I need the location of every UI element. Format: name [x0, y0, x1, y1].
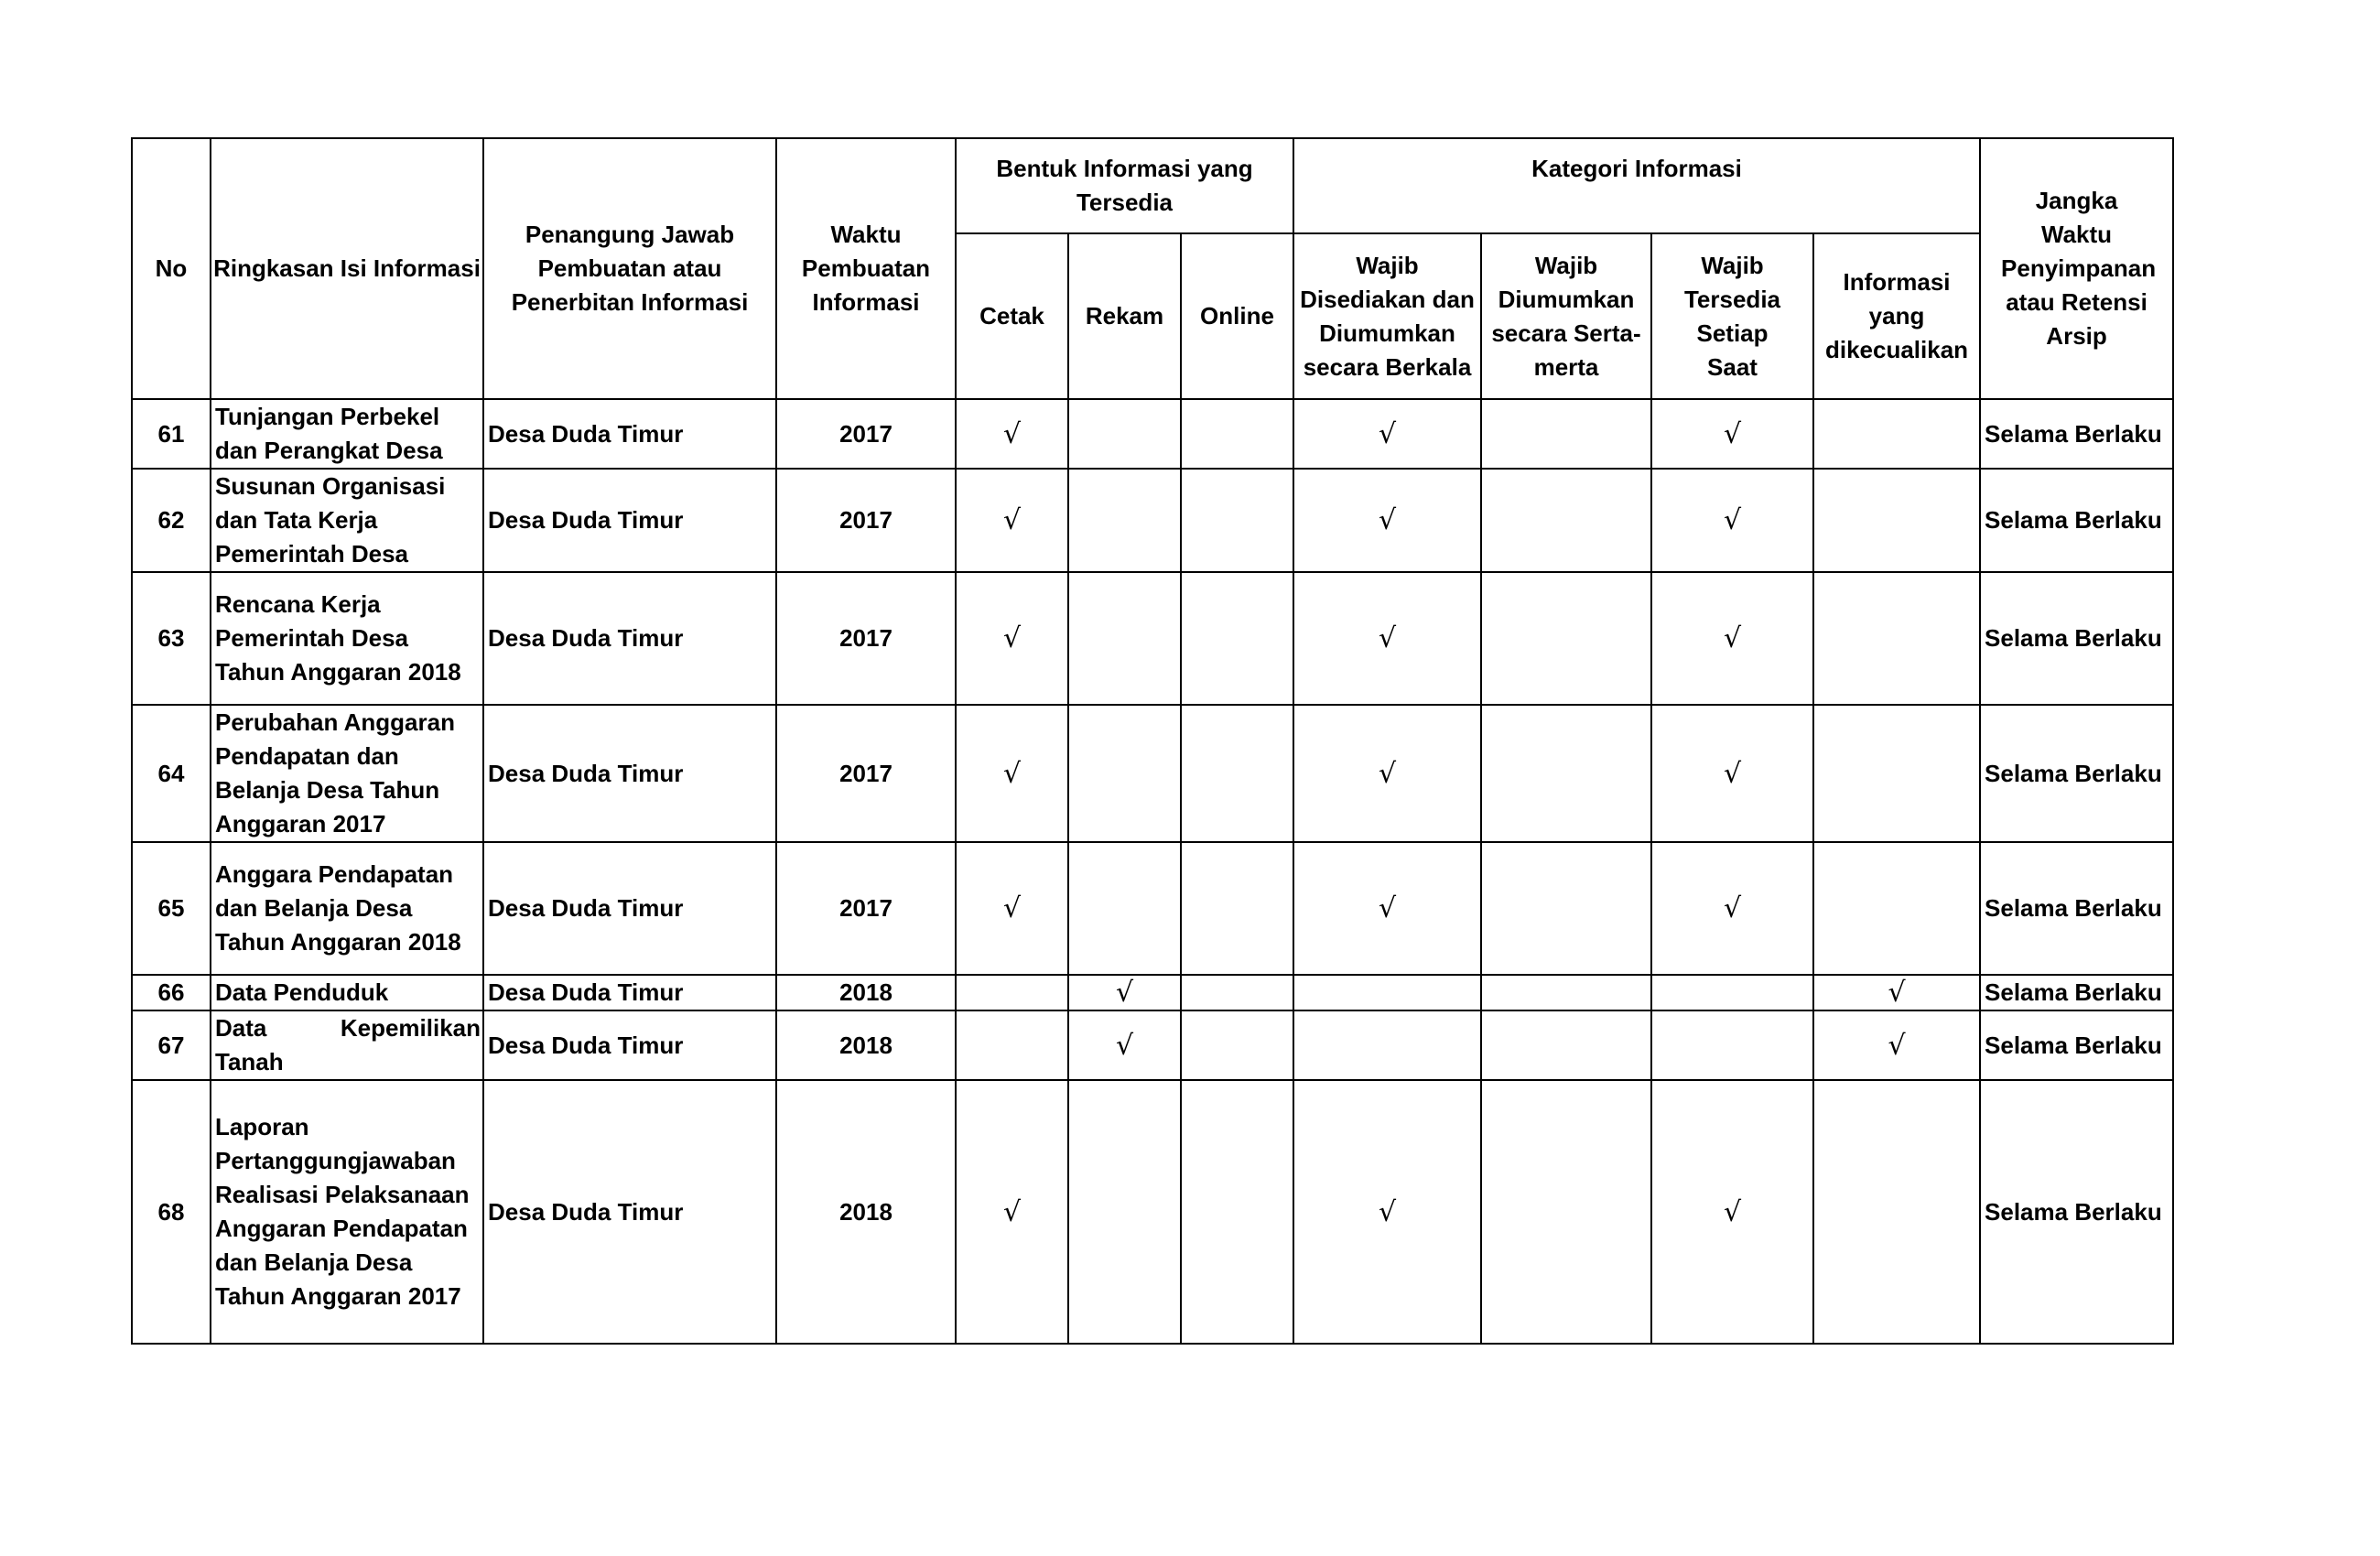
header-summary: Ringkasan Isi Informasi: [211, 138, 483, 399]
row-summary: Data Kepemilikan Tanah: [211, 1010, 483, 1080]
row-category-immediate-mark: [1481, 572, 1651, 705]
row-form-print-mark: [956, 975, 1068, 1010]
row-year: 2017: [776, 572, 956, 705]
row-summary: Laporan Pertanggungjawaban Realisasi Pelaksanaan Anggaran Pendapatan dan Belanja Desa Tahun Anggaran 2017: [211, 1080, 483, 1344]
row-category-excluded-mark: √: [1813, 975, 1980, 1010]
row-category-excluded-mark: [1813, 399, 1980, 469]
row-retention: Selama Berlaku: [1980, 975, 2173, 1010]
row-responsible: Desa Duda Timur: [483, 842, 776, 975]
table-row: [132, 399, 2173, 469]
table-row: [132, 705, 2173, 842]
row-category-excluded-mark: [1813, 469, 1980, 572]
header-category-periodic: Wajib Disediakan dan Diumumkan secara Berkala: [1293, 233, 1481, 399]
header-category-anytime: Wajib Tersedia Setiap Saat: [1651, 233, 1813, 399]
row-number: 63: [132, 572, 211, 705]
row-form-record-mark: [1068, 842, 1181, 975]
row-year: 2017: [776, 469, 956, 572]
row-retention: Selama Berlaku: [1980, 1010, 2173, 1080]
row-form-print-mark: √: [956, 399, 1068, 469]
row-form-record-mark: [1068, 399, 1181, 469]
row-form-record-mark: [1068, 572, 1181, 705]
row-form-record-mark: [1068, 705, 1181, 842]
row-form-record-mark: [1068, 1080, 1181, 1344]
row-number: 68: [132, 1080, 211, 1344]
header-form-record: Rekam: [1068, 233, 1181, 399]
header-time: Waktu Pembuatan Informasi: [776, 138, 956, 399]
table-row: [132, 572, 2173, 705]
header-form-print: Cetak: [956, 233, 1068, 399]
table-body: [132, 399, 2173, 1344]
row-form-online-mark: [1181, 1080, 1293, 1344]
row-form-print-mark: [956, 1010, 1068, 1080]
row-summary: Tunjangan Perbekel dan Perangkat Desa: [211, 399, 483, 469]
header-form-group: Bentuk Informasi yang Tersedia: [956, 138, 1293, 233]
row-summary: Anggara Pendapatan dan Belanja Desa Tahun Anggaran 2018: [211, 842, 483, 975]
row-category-anytime-mark: [1651, 975, 1813, 1010]
row-responsible: Desa Duda Timur: [483, 469, 776, 572]
row-category-excluded-mark: [1813, 1080, 1980, 1344]
row-retention: Selama Berlaku: [1980, 572, 2173, 705]
row-category-anytime-mark: √: [1651, 399, 1813, 469]
row-category-excluded-mark: √: [1813, 1010, 1980, 1080]
row-category-excluded-mark: [1813, 705, 1980, 842]
row-responsible: Desa Duda Timur: [483, 1010, 776, 1080]
row-form-online-mark: [1181, 705, 1293, 842]
header-no: No: [132, 138, 211, 399]
row-summary: Rencana Kerja Pemerintah Desa Tahun Anggaran 2018: [211, 572, 483, 705]
row-retention: Selama Berlaku: [1980, 399, 2173, 469]
row-summary: Perubahan Anggaran Pendapatan dan Belanja Desa Tahun Anggaran 2017: [211, 705, 483, 842]
row-form-record-mark: √: [1068, 1010, 1181, 1080]
row-category-periodic-mark: √: [1293, 1080, 1481, 1344]
table-row: [132, 842, 2173, 975]
row-responsible: Desa Duda Timur: [483, 1080, 776, 1344]
row-category-anytime-mark: √: [1651, 572, 1813, 705]
header-responsible: Penangung Jawab Pembuatan atau Penerbitan Informasi: [483, 138, 776, 399]
row-category-immediate-mark: [1481, 842, 1651, 975]
row-category-excluded-mark: [1813, 842, 1980, 975]
row-category-anytime-mark: √: [1651, 469, 1813, 572]
row-form-online-mark: [1181, 842, 1293, 975]
row-form-online-mark: [1181, 469, 1293, 572]
row-number: 61: [132, 399, 211, 469]
row-responsible: Desa Duda Timur: [483, 572, 776, 705]
row-form-record-mark: √: [1068, 975, 1181, 1010]
row-responsible: Desa Duda Timur: [483, 975, 776, 1010]
row-form-print-mark: √: [956, 842, 1068, 975]
row-category-periodic-mark: √: [1293, 469, 1481, 572]
row-form-print-mark: √: [956, 1080, 1068, 1344]
row-number: 66: [132, 975, 211, 1010]
row-year: 2018: [776, 1010, 956, 1080]
row-retention: Selama Berlaku: [1980, 469, 2173, 572]
row-summary: Data Penduduk: [211, 975, 483, 1010]
table-row: [132, 1010, 2173, 1080]
row-form-online-mark: [1181, 399, 1293, 469]
row-responsible: Desa Duda Timur: [483, 399, 776, 469]
row-year: 2018: [776, 1080, 956, 1344]
row-responsible: Desa Duda Timur: [483, 705, 776, 842]
table-header: [132, 138, 2173, 399]
table-row: [132, 1080, 2173, 1344]
row-form-online-mark: [1181, 1010, 1293, 1080]
row-form-record-mark: [1068, 469, 1181, 572]
row-category-periodic-mark: √: [1293, 399, 1481, 469]
row-category-anytime-mark: √: [1651, 1080, 1813, 1344]
row-category-anytime-mark: √: [1651, 705, 1813, 842]
header-category-immediate: Wajib Diumumkan secara Serta-merta: [1481, 233, 1651, 399]
row-year: 2017: [776, 705, 956, 842]
header-category-group: Kategori Informasi: [1293, 138, 1980, 233]
row-category-periodic-mark: √: [1293, 572, 1481, 705]
information-register-table: [131, 137, 2174, 1345]
row-retention: Selama Berlaku: [1980, 1080, 2173, 1344]
row-category-periodic-mark: [1293, 1010, 1481, 1080]
row-category-periodic-mark: [1293, 975, 1481, 1010]
row-category-immediate-mark: [1481, 1080, 1651, 1344]
row-category-immediate-mark: [1481, 1010, 1651, 1080]
row-category-immediate-mark: [1481, 975, 1651, 1010]
row-retention: Selama Berlaku: [1980, 842, 2173, 975]
row-category-immediate-mark: [1481, 399, 1651, 469]
row-summary: Susunan Organisasi dan Tata Kerja Pemerintah Desa: [211, 469, 483, 572]
table-row: [132, 975, 2173, 1010]
row-form-print-mark: √: [956, 572, 1068, 705]
table-row: [132, 469, 2173, 572]
row-retention: Selama Berlaku: [1980, 705, 2173, 842]
header-category-excluded: Informasi yang dikecualikan: [1813, 233, 1980, 399]
row-category-periodic-mark: √: [1293, 705, 1481, 842]
row-form-print-mark: √: [956, 705, 1068, 842]
header-form-online: Online: [1181, 233, 1293, 399]
row-category-periodic-mark: √: [1293, 842, 1481, 975]
row-number: 67: [132, 1010, 211, 1080]
row-year: 2017: [776, 842, 956, 975]
header-retention: Jangka Waktu Penyimpanan atau Retensi Arsip: [1980, 138, 2173, 399]
row-number: 65: [132, 842, 211, 975]
row-category-immediate-mark: [1481, 705, 1651, 842]
row-form-online-mark: [1181, 572, 1293, 705]
row-form-online-mark: [1181, 975, 1293, 1010]
row-year: 2017: [776, 399, 956, 469]
row-form-print-mark: √: [956, 469, 1068, 572]
row-category-anytime-mark: [1651, 1010, 1813, 1080]
row-category-immediate-mark: [1481, 469, 1651, 572]
row-year: 2018: [776, 975, 956, 1010]
row-number: 64: [132, 705, 211, 842]
row-category-excluded-mark: [1813, 572, 1980, 705]
row-category-anytime-mark: √: [1651, 842, 1813, 975]
row-number: 62: [132, 469, 211, 572]
